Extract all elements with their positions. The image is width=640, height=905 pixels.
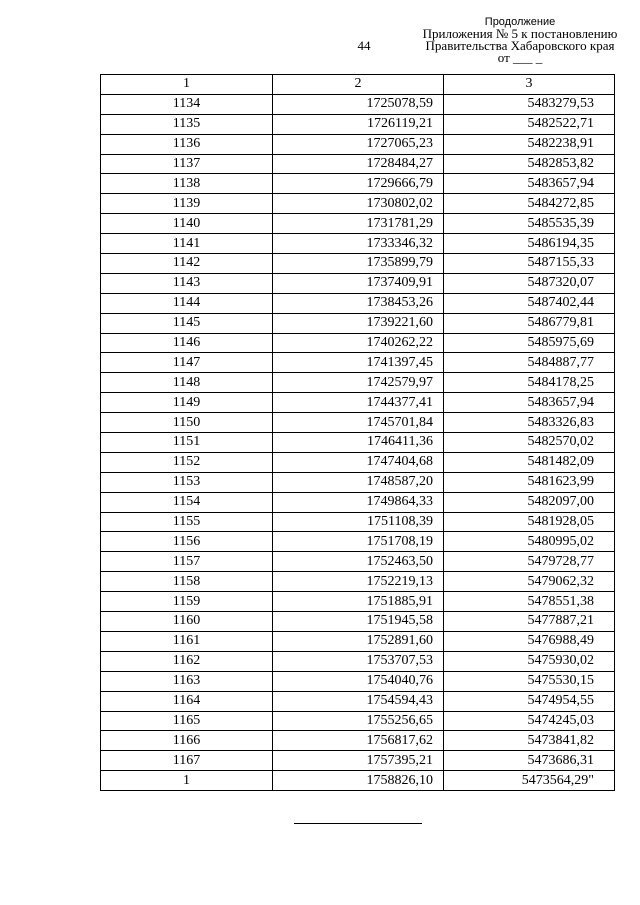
point-number-cell: 1152 bbox=[101, 452, 273, 472]
table-row bbox=[101, 631, 615, 651]
table-row bbox=[101, 532, 615, 552]
x-coordinate-cell: 1755256,65 bbox=[273, 711, 444, 731]
table-header-row bbox=[101, 75, 615, 95]
x-coordinate-cell: 1757395,21 bbox=[273, 751, 444, 771]
point-number-cell: 1149 bbox=[101, 393, 273, 413]
table-row bbox=[101, 313, 615, 333]
x-coordinate-cell: 1744377,41 bbox=[273, 393, 444, 413]
point-number-cell: 1137 bbox=[101, 154, 273, 174]
table-row bbox=[101, 452, 615, 472]
y-coordinate-cell: 5474954,55 bbox=[444, 691, 615, 711]
x-coordinate-cell: 1751708,19 bbox=[273, 532, 444, 552]
column-header-y: 3 bbox=[444, 75, 615, 95]
table-row bbox=[101, 612, 615, 632]
table-row bbox=[101, 592, 615, 612]
point-number-cell: 1151 bbox=[101, 433, 273, 453]
y-coordinate-cell: 5482522,71 bbox=[444, 114, 615, 134]
continuation-label: Продолжение bbox=[484, 16, 556, 28]
table-row bbox=[101, 751, 615, 771]
point-number-cell: 1165 bbox=[101, 711, 273, 731]
x-coordinate-cell: 1730802,02 bbox=[273, 194, 444, 214]
point-number-cell: 1136 bbox=[101, 134, 273, 154]
table-row bbox=[101, 393, 615, 413]
x-coordinate-cell: 1729666,79 bbox=[273, 174, 444, 194]
x-coordinate-cell: 1754040,76 bbox=[273, 671, 444, 691]
table-row bbox=[101, 572, 615, 592]
point-number-cell: 1146 bbox=[101, 333, 273, 353]
table-row bbox=[101, 691, 615, 711]
x-coordinate-cell: 1753707,53 bbox=[273, 651, 444, 671]
table-row bbox=[101, 234, 615, 254]
point-number-cell: 1156 bbox=[101, 532, 273, 552]
y-coordinate-cell: 5479728,77 bbox=[444, 552, 615, 572]
x-coordinate-cell: 1738453,26 bbox=[273, 293, 444, 313]
y-coordinate-cell: 5485975,69 bbox=[444, 333, 615, 353]
y-coordinate-cell: 5473686,31 bbox=[444, 751, 615, 771]
page-number: 44 bbox=[357, 38, 371, 53]
point-number-cell: 1140 bbox=[101, 214, 273, 234]
y-coordinate-cell: 5481928,05 bbox=[444, 512, 615, 532]
appendix-line-3: от ___ _ bbox=[497, 50, 543, 65]
table-row bbox=[101, 94, 615, 114]
point-number-cell: 1159 bbox=[101, 592, 273, 612]
table-row bbox=[101, 472, 615, 492]
point-number-cell: 1141 bbox=[101, 234, 273, 254]
table-row bbox=[101, 413, 615, 433]
table-row bbox=[101, 254, 615, 274]
y-coordinate-cell: 5476988,49 bbox=[444, 631, 615, 651]
point-number-cell: 1160 bbox=[101, 612, 273, 632]
x-coordinate-cell: 1751945,58 bbox=[273, 612, 444, 632]
coordinates-table bbox=[100, 74, 615, 791]
table-row bbox=[101, 194, 615, 214]
y-coordinate-cell: 5473564,29" bbox=[444, 771, 615, 791]
x-coordinate-cell: 1758826,10 bbox=[273, 771, 444, 791]
x-coordinate-cell: 1747404,68 bbox=[273, 452, 444, 472]
table-row bbox=[101, 433, 615, 453]
x-coordinate-cell: 1748587,20 bbox=[273, 472, 444, 492]
y-coordinate-cell: 5481482,09 bbox=[444, 452, 615, 472]
appendix-header bbox=[410, 16, 630, 64]
y-coordinate-cell: 5483657,94 bbox=[444, 174, 615, 194]
table-row bbox=[101, 154, 615, 174]
y-coordinate-cell: 5474245,03 bbox=[444, 711, 615, 731]
y-coordinate-cell: 5482097,00 bbox=[444, 492, 615, 512]
point-number-cell: 1135 bbox=[101, 114, 273, 134]
y-coordinate-cell: 5480995,02 bbox=[444, 532, 615, 552]
point-number-cell: 1150 bbox=[101, 413, 273, 433]
y-coordinate-cell: 5486194,35 bbox=[444, 234, 615, 254]
appendix-line-2: Правительства Хабаровского края bbox=[425, 38, 615, 53]
point-number-cell: 1166 bbox=[101, 731, 273, 751]
x-coordinate-cell: 1746411,36 bbox=[273, 433, 444, 453]
table-row bbox=[101, 114, 615, 134]
point-number-cell: 1154 bbox=[101, 492, 273, 512]
point-number-cell: 1143 bbox=[101, 273, 273, 293]
point-number-cell: 1142 bbox=[101, 254, 273, 274]
y-coordinate-cell: 5487402,44 bbox=[444, 293, 615, 313]
table-row bbox=[101, 134, 615, 154]
table-row bbox=[101, 651, 615, 671]
table-row bbox=[101, 353, 615, 373]
x-coordinate-cell: 1752463,50 bbox=[273, 552, 444, 572]
point-number-cell: 1144 bbox=[101, 293, 273, 313]
x-coordinate-cell: 1740262,22 bbox=[273, 333, 444, 353]
point-number-cell: 1138 bbox=[101, 174, 273, 194]
x-coordinate-cell: 1739221,60 bbox=[273, 313, 444, 333]
x-coordinate-cell: 1751885,91 bbox=[273, 592, 444, 612]
point-number-cell: 1162 bbox=[101, 651, 273, 671]
column-header-point: 1 bbox=[101, 75, 273, 95]
x-coordinate-cell: 1737409,91 bbox=[273, 273, 444, 293]
x-coordinate-cell: 1749864,33 bbox=[273, 492, 444, 512]
table-row bbox=[101, 492, 615, 512]
y-coordinate-cell: 5482238,91 bbox=[444, 134, 615, 154]
x-coordinate-cell: 1745701,84 bbox=[273, 413, 444, 433]
table-row bbox=[101, 214, 615, 234]
x-coordinate-cell: 1756817,62 bbox=[273, 731, 444, 751]
y-coordinate-cell: 5487155,33 bbox=[444, 254, 615, 274]
point-number-cell: 1153 bbox=[101, 472, 273, 492]
point-number-cell: 1148 bbox=[101, 373, 273, 393]
table-row bbox=[101, 373, 615, 393]
point-number-cell: 1134 bbox=[101, 94, 273, 114]
point-number-cell: 1147 bbox=[101, 353, 273, 373]
x-coordinate-cell: 1735899,79 bbox=[273, 254, 444, 274]
point-number-cell: 1161 bbox=[101, 631, 273, 651]
table-row bbox=[101, 711, 615, 731]
y-coordinate-cell: 5485535,39 bbox=[444, 214, 615, 234]
x-coordinate-cell: 1741397,45 bbox=[273, 353, 444, 373]
point-number-cell: 1155 bbox=[101, 512, 273, 532]
table-row bbox=[101, 552, 615, 572]
x-coordinate-cell: 1751108,39 bbox=[273, 512, 444, 532]
x-coordinate-cell: 1726119,21 bbox=[273, 114, 444, 134]
y-coordinate-cell: 5484272,85 bbox=[444, 194, 615, 214]
point-number-cell: 1164 bbox=[101, 691, 273, 711]
table-row bbox=[101, 512, 615, 532]
x-coordinate-cell: 1733346,32 bbox=[273, 234, 444, 254]
y-coordinate-cell: 5477887,21 bbox=[444, 612, 615, 632]
point-number-cell: 1145 bbox=[101, 313, 273, 333]
point-number-cell: 1 bbox=[101, 771, 273, 791]
point-number-cell: 1163 bbox=[101, 671, 273, 691]
footer-rule bbox=[294, 823, 422, 824]
y-coordinate-cell: 5475930,02 bbox=[444, 651, 615, 671]
y-coordinate-cell: 5481623,99 bbox=[444, 472, 615, 492]
x-coordinate-cell: 1752891,60 bbox=[273, 631, 444, 651]
y-coordinate-cell: 5486779,81 bbox=[444, 313, 615, 333]
table-row bbox=[101, 293, 615, 313]
y-coordinate-cell: 5479062,32 bbox=[444, 572, 615, 592]
y-coordinate-cell: 5482570,02 bbox=[444, 433, 615, 453]
point-number-cell: 1158 bbox=[101, 572, 273, 592]
table-row bbox=[101, 671, 615, 691]
appendix-line-1: Приложения № 5 к постановлению bbox=[422, 26, 618, 41]
y-coordinate-cell: 5475530,15 bbox=[444, 671, 615, 691]
x-coordinate-cell: 1752219,13 bbox=[273, 572, 444, 592]
table-row bbox=[101, 731, 615, 751]
y-coordinate-cell: 5473841,82 bbox=[444, 731, 615, 751]
x-coordinate-cell: 1728484,27 bbox=[273, 154, 444, 174]
y-coordinate-cell: 5483326,83 bbox=[444, 413, 615, 433]
x-coordinate-cell: 1754594,43 bbox=[273, 691, 444, 711]
x-coordinate-cell: 1731781,29 bbox=[273, 214, 444, 234]
x-coordinate-cell: 1742579,97 bbox=[273, 373, 444, 393]
table-row bbox=[101, 174, 615, 194]
column-header-x: 2 bbox=[273, 75, 444, 95]
x-coordinate-cell: 1727065,23 bbox=[273, 134, 444, 154]
y-coordinate-cell: 5483279,53 bbox=[444, 94, 615, 114]
table-row bbox=[101, 771, 615, 791]
table-row bbox=[101, 333, 615, 353]
y-coordinate-cell: 5484887,77 bbox=[444, 353, 615, 373]
x-coordinate-cell: 1725078,59 bbox=[273, 94, 444, 114]
y-coordinate-cell: 5482853,82 bbox=[444, 154, 615, 174]
y-coordinate-cell: 5478551,38 bbox=[444, 592, 615, 612]
point-number-cell: 1167 bbox=[101, 751, 273, 771]
y-coordinate-cell: 5487320,07 bbox=[444, 273, 615, 293]
y-coordinate-cell: 5484178,25 bbox=[444, 373, 615, 393]
table-row bbox=[101, 273, 615, 293]
y-coordinate-cell: 5483657,94 bbox=[444, 393, 615, 413]
point-number-cell: 1157 bbox=[101, 552, 273, 572]
point-number-cell: 1139 bbox=[101, 194, 273, 214]
